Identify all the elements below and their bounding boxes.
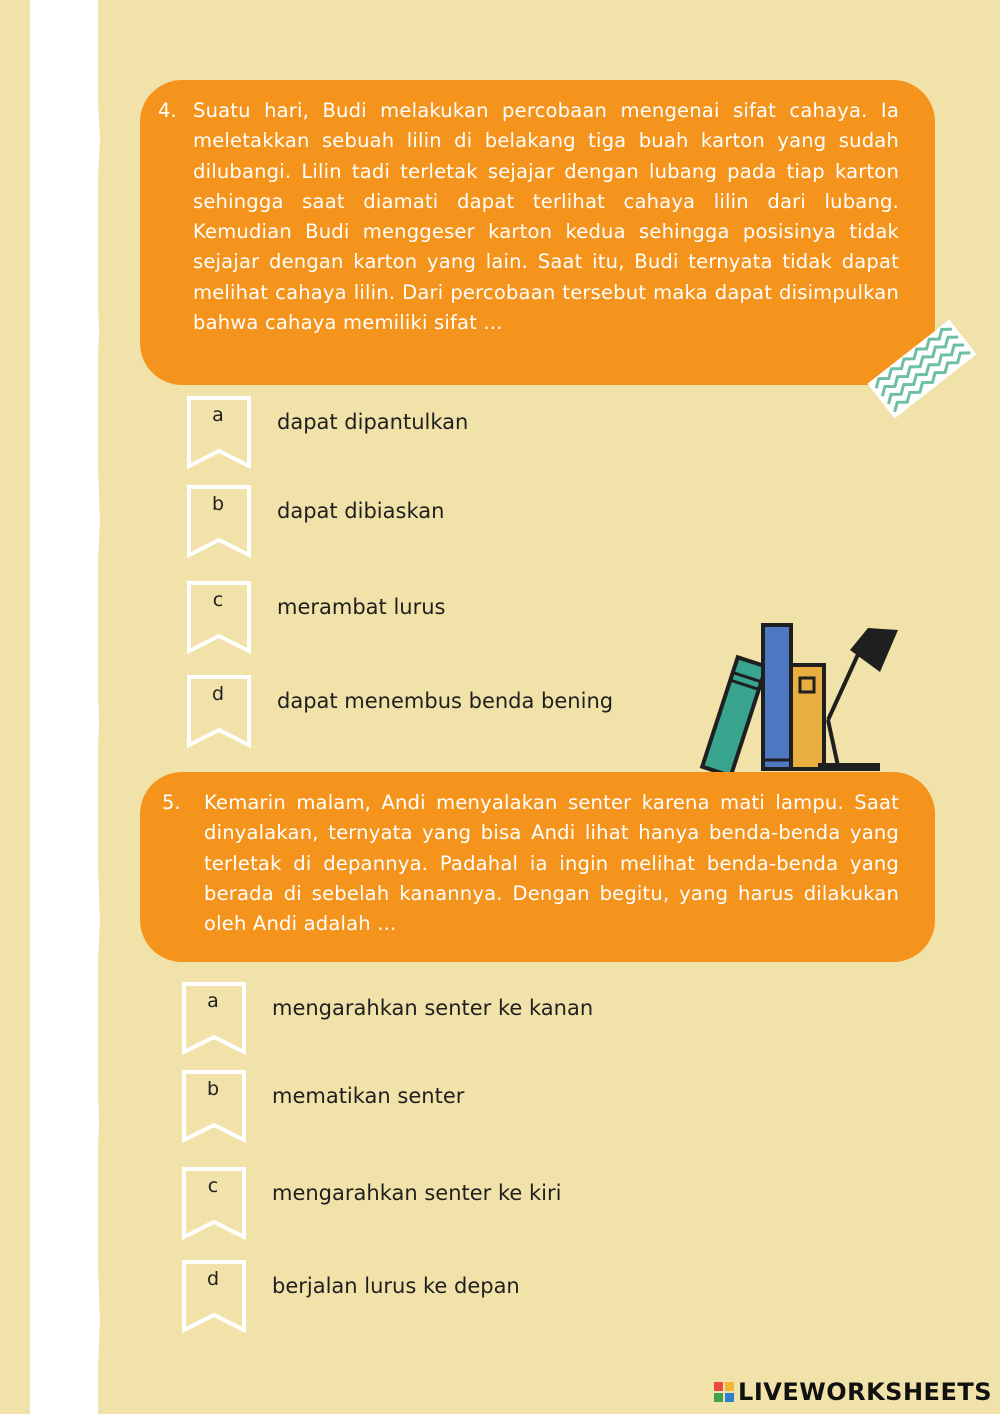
option-text: dapat dipantulkan: [277, 410, 469, 434]
answer-ribbon-icon: [186, 675, 250, 747]
answer-ribbon-icon: [186, 485, 250, 557]
books-and-lamp-illustration: [690, 620, 905, 779]
question-5-box: [140, 772, 935, 962]
option-letter: d: [206, 1268, 220, 1290]
option-letter: a: [207, 990, 219, 1012]
question-4-box: [140, 80, 935, 385]
answer-ribbon-icon: [181, 1167, 245, 1239]
answer-ribbon-icon: [186, 396, 250, 468]
question-text: Kemarin malam, Andi menyalakan senter karena mati lampu. Saat dinyalakan, ternyata yang bisa Andi lihat hanya benda-benda yang terletak di depannya. Padahal ia ingin melihat benda-benda yang berada di sebelah kanannya. Dengan begitu, yang harus dilakukan oleh Andi adalah ...: [204, 791, 899, 936]
option-text: mengarahkan senter ke kanan: [272, 996, 594, 1020]
option-text: berjalan lurus ke depan: [272, 1274, 520, 1298]
brand-text: LIVEWORKSHEETS: [738, 1378, 992, 1406]
option-letter: a: [212, 404, 224, 426]
option-letter: d: [211, 683, 225, 705]
question-text: Suatu hari, Budi melakukan percobaan mengenai sifat cahaya. Ia meletakkan sebuah lilin di belakang tiga buah karton yang sudah dilubangi. Lilin tadi terletak sejajar dengan lubang pada tiap karton sehingga saat diamati dapat terlihat cahaya lilin dari lubang. Kemudian Budi menggeser karton kedua sehingga posisinya tidak sejajar dengan karton yang lain. Saat itu, Budi ternyata tidak dapat melihat cahaya lilin. Dari percobaan tersebut maka dapat disimpulkan bahwa cahaya memiliki sifat ...: [193, 99, 899, 335]
question-number: 5.: [162, 791, 181, 814]
answer-ribbon-icon: [181, 1260, 245, 1332]
option-text: merambat lurus: [277, 595, 446, 619]
washi-tape-icon: [862, 312, 982, 431]
paper-margin-strip: [30, 0, 98, 1414]
option-text: mematikan senter: [272, 1084, 465, 1108]
option-text: dapat menembus benda bening: [277, 689, 614, 713]
answer-ribbon-icon: [181, 982, 245, 1054]
question-number: 4.: [158, 99, 177, 122]
answer-ribbon-icon: [181, 1070, 245, 1142]
brand-watermark: [714, 1378, 992, 1406]
answer-ribbon-icon: [186, 581, 250, 653]
liveworksheets-logo-icon: [714, 1382, 734, 1402]
option-text: dapat dibiaskan: [277, 499, 445, 523]
option-letter: c: [207, 1175, 219, 1197]
option-letter: c: [212, 589, 224, 611]
option-text: mengarahkan senter ke kiri: [272, 1181, 562, 1205]
option-letter: b: [206, 1078, 220, 1100]
option-letter: b: [211, 493, 225, 515]
